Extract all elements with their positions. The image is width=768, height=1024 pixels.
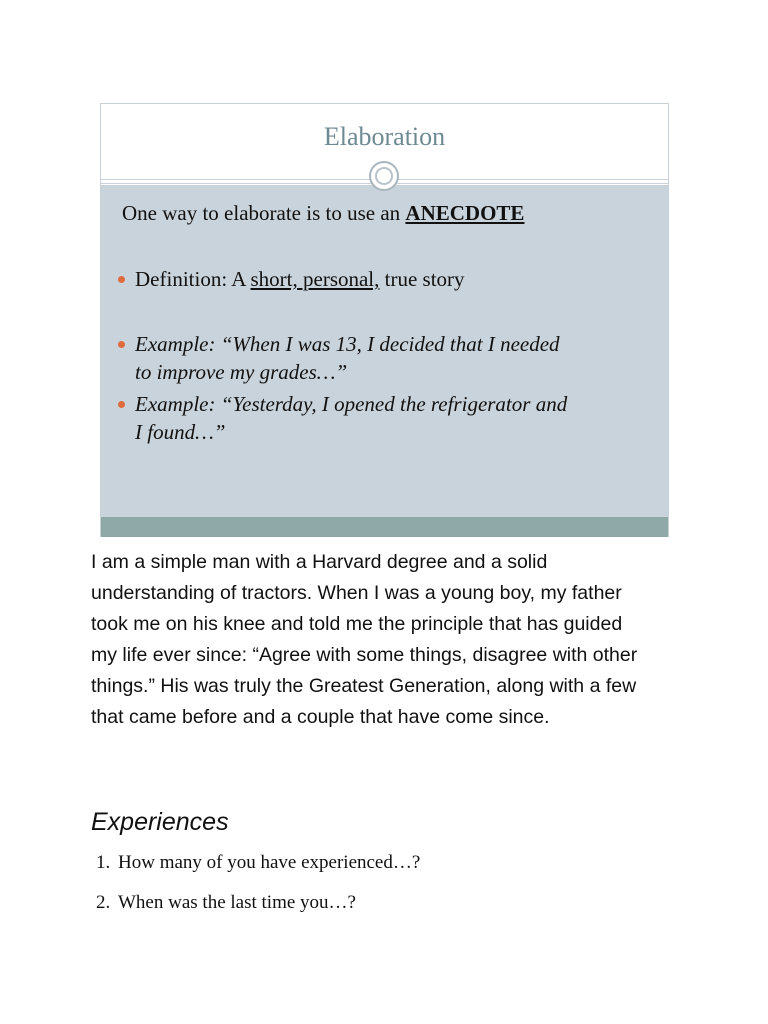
bullet-text: Definition: A (135, 267, 251, 291)
bullet-line: I found…” (135, 420, 226, 444)
paragraph-line: my life ever since: “Agree with some things, disagree with other (91, 644, 638, 666)
list-text: How many of you have experienced…? (118, 852, 421, 873)
list-item (96, 892, 356, 914)
list-number: 2. (96, 892, 111, 913)
ring-ornament-inner (375, 167, 393, 185)
ring-ornament-icon (369, 161, 399, 191)
slide-intro (122, 201, 524, 226)
slide-footer-bar (101, 517, 668, 537)
list-number: 1. (96, 852, 111, 873)
paragraph-line: took me on his knee and told me the principle that has guided (91, 613, 623, 635)
bullet-line: Example: “Yesterday, I opened the refrigerator and (135, 392, 568, 416)
paragraph-line: understanding of tractors. When I was a young boy, my father (91, 582, 622, 604)
bullet-dot-icon (118, 341, 125, 348)
bullet-dot-icon (118, 401, 125, 408)
bullet-line: to improve my grades…” (135, 360, 348, 384)
slide-image (100, 103, 669, 537)
list-item (96, 852, 420, 874)
intro-keyword: ANECDOTE (405, 201, 525, 225)
bullet-line: Example: “When I was 13, I decided that I needed (135, 332, 560, 356)
paragraph-line: I am a simple man with a Harvard degree and a solid (91, 551, 548, 573)
bullet-example-1 (135, 330, 560, 386)
bullet-text: true story (379, 267, 465, 291)
slide-title: Elaboration (323, 122, 446, 151)
intro-text: One way to elaborate is to use an (122, 201, 406, 225)
section-heading: Experiences (91, 808, 229, 836)
list-text: When was the last time you…? (118, 892, 356, 913)
bullet-example-2 (135, 390, 567, 446)
slide-body (101, 185, 668, 517)
bullet-dot-icon (118, 276, 125, 283)
bullet-underlined: short, personal, (250, 267, 380, 291)
paragraph-line: that came before and a couple that have come since. (91, 706, 550, 728)
body-paragraph (91, 547, 691, 733)
paragraph-line: things.” His was truly the Greatest Generation, along with a few (91, 675, 637, 697)
bullet-definition (135, 265, 465, 293)
